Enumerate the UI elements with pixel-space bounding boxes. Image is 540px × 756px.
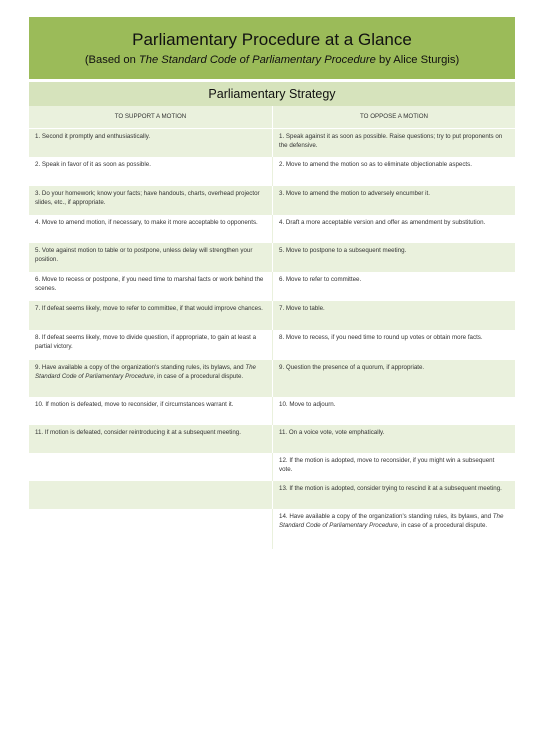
support-cell: 1. Second it promptly and enthusiastically. [29,129,273,157]
support-cell: 11. If motion is defeated, consider reintroducing it at a subsequent meeting. [29,425,273,453]
table-row [29,301,515,330]
support-cell: 7. If defeat seems likely, move to refer to committee, if that would improve chances. [29,301,273,330]
support-text-end: , in case of a procedural dispute. [153,372,244,380]
table-row [29,425,515,453]
oppose-cell: 1. Speak against it as soon as possible. Raise questions; try to put proponents on the defensive. [279,133,503,149]
oppose-cell: 2. Move to amend the motion so as to eliminate objectionable aspects. [279,161,472,168]
page-title: Parliamentary Procedure at a Glance [132,30,412,49]
oppose-cell: 11. On a voice vote, vote emphatically. [279,429,385,436]
support-text: 9. Have available a copy of the organization's standing rules, its bylaws, and [35,364,246,371]
support-cell: 10. If motion is defeated, move to reconsider, if circumstances warrant it. [29,397,273,425]
support-cell: 8. If defeat seems likely, move to divide question, if appropriate, to gain at least a partial victory. [29,330,273,360]
support-column-header: TO SUPPORT A MOTION [29,106,272,128]
support-cell: 6. Move to recess or postpone, if you need time to marshal facts or work behind the scenes. [29,272,273,301]
subtitle-prefix: (Based on [84,54,139,66]
oppose-cell: 4. Draft a more acceptable version and offer as amendment by substitution. [279,219,486,226]
support-cell: 2. Speak in favor of it as soon as possible. [29,157,273,186]
support-cell [29,509,273,549]
oppose-cell: 7. Move to table. [279,305,325,312]
support-cell: 3. Do your homework; know your facts; have handouts, charts, overhead projector slides, etc., if appropriate. [29,186,273,215]
oppose-cell: 13. If the motion is adopted, consider trying to rescind it at a subsequent meeting. [279,485,502,492]
oppose-cell [273,509,515,549]
oppose-text-end: , in case of a procedural dispute. [397,521,488,529]
oppose-cell: 3. Move to amend the motion to adversely encumber it. [279,190,430,197]
oppose-cell: 8. Move to recess, if you need time to round up votes or obtain more facts. [279,334,483,341]
table-row [29,330,515,360]
oppose-cell: 9. Question the presence of a quorum, if appropriate. [279,364,425,371]
oppose-text: 14. Have available a copy of the organization's standing rules, its bylaws, and [279,513,493,520]
table-row [29,243,515,272]
support-cell: 4. Move to amend motion, if necessary, to make it more acceptable to opponents. [29,215,273,243]
oppose-cell: 5. Move to postpone to a subsequent meeting. [279,247,407,254]
oppose-column-header: TO OPPOSE A MOTION [273,106,515,128]
support-cell: 5. Vote against motion to table or to postpone, unless delay will strengthen your position. [29,243,273,272]
table-row [29,157,515,186]
table-row [29,186,515,215]
subtitle-book-title: The Standard Code of Parliamentary Procedure [138,54,376,66]
table-row [29,509,515,549]
oppose-cell: 6. Move to refer to committee. [279,276,362,283]
table-row [29,360,515,397]
title-banner [29,17,515,79]
table-row [29,272,515,301]
support-cell [29,453,273,481]
subtitle-suffix: by Alice Sturgis) [375,54,460,66]
strategy-table [29,129,515,549]
support-cell [29,360,273,397]
page-subtitle [29,53,515,67]
section-title: Parliamentary Strategy [29,82,515,106]
table-row [29,397,515,425]
table-row [29,215,515,243]
oppose-cell: 12. If the motion is adopted, move to reconsider, if you might win a subsequent vote. [279,457,495,473]
table-row [29,129,515,157]
oppose-book-title: The Standard Code of Parliamentary Procedure [279,513,504,529]
oppose-cell: 10. Move to adjourn. [279,401,336,408]
table-row [29,453,515,481]
support-book-title: The Standard Code of Parliamentary Procedure [35,364,256,380]
table-row [29,481,515,509]
support-cell [29,481,273,509]
